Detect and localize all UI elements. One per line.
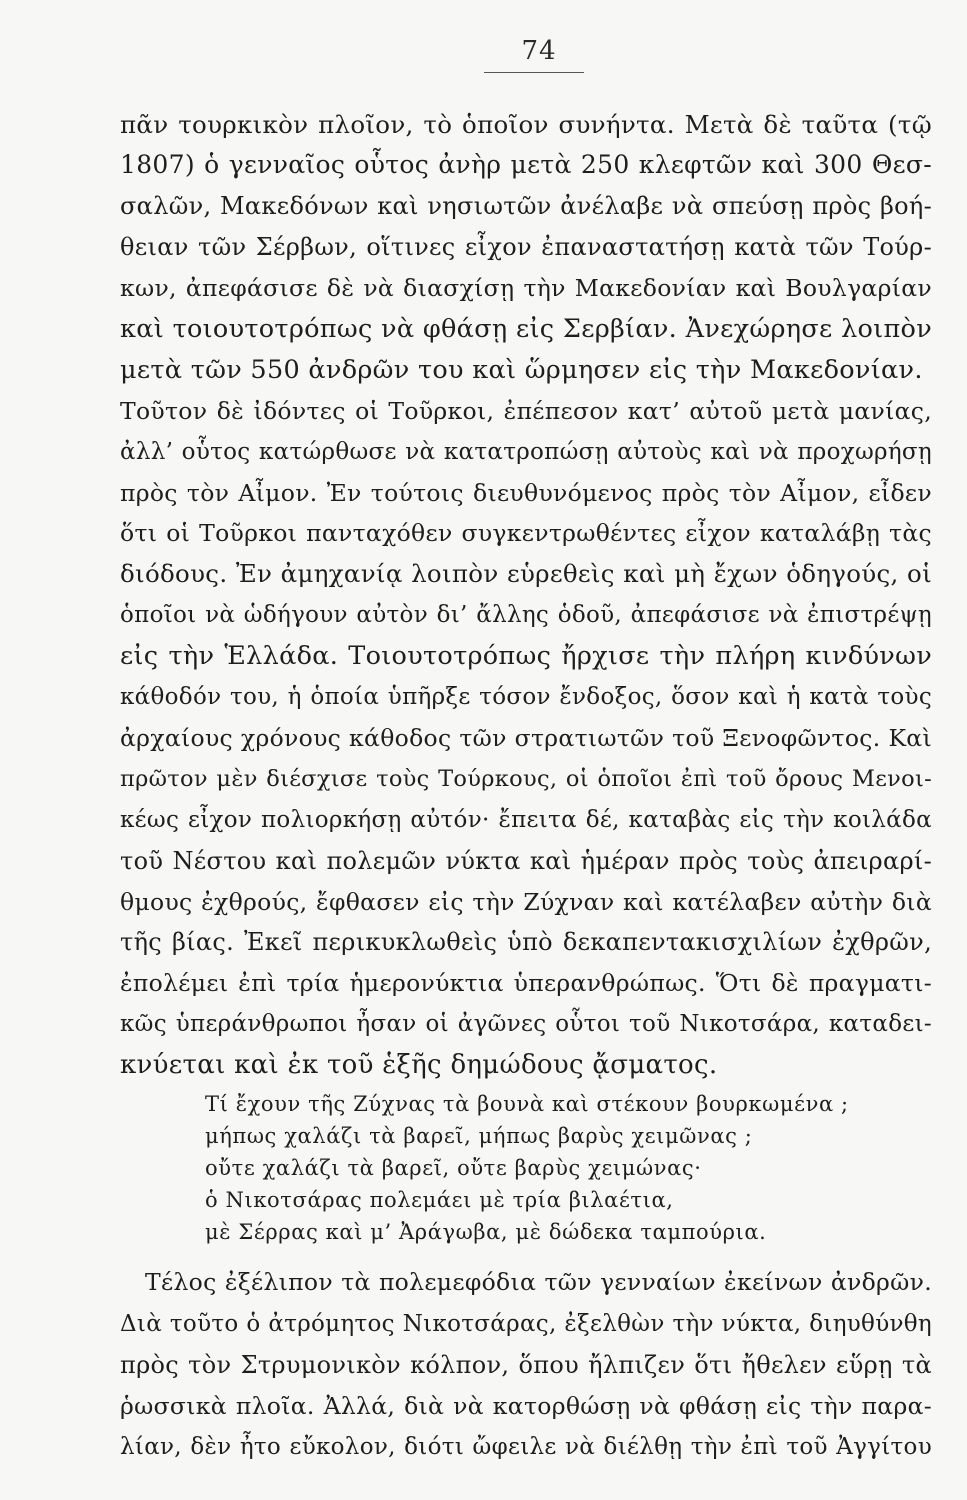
page-number: 74 [521, 36, 557, 66]
text-line: θειαν τῶν Σέρβων, οἵτινες εἶχον ἐπαναστατήσῃ κατὰ τῶν Τούρ- [120, 233, 932, 261]
text-line: πρὸς τὸν Στρυμονικὸν κόλπον, ὅπου ἤλπιζεν ὅτι ἤθελεν εὕρῃ τὰ [120, 1351, 932, 1379]
text-line: λίαν, δὲν ἦτο εὔκολον, διότι ὤφειλε νὰ διέλθῃ τὴν ἐπὶ τοῦ Ἀγγίτου [120, 1434, 932, 1460]
text-line: πρῶτον μὲν διέσχισε τοὺς Τούρκους, οἱ ὁποῖοι ἐπὶ τοῦ ὄρους Μενοι- [120, 766, 932, 792]
header-rule [484, 72, 584, 73]
verse-line: Τί ἔχουν τῆς Ζύχνας τὰ βουνὰ καὶ στέκουν βουρκωμένα ; [205, 1092, 849, 1116]
verse-line: ὁ Νικοτσάρας πολεμάει μὲ τρία βιλαέτια, [205, 1188, 674, 1212]
text-line: πρὸς τὸν Αἶμον. Ἐν τούτοις διευθυνόμενος πρὸς τὸν Αἶμον, εἶδεν [120, 479, 932, 507]
text-line: Τέλος ἐξέλιπον τὰ πολεμεφόδια τῶν γενναίων ἐκείνων ἀνδρῶν. [145, 1268, 932, 1296]
text-line: ἀλλ’ οὗτος κατώρθωσε νὰ κατατροπώσῃ αὐτοὺς καὶ νὰ προχωρήσῃ [120, 439, 932, 465]
text-line: Διὰ τοῦτο ὁ ἀτρόμητος Νικοτσάρας, ἐξελθὼν τὴν νύκτα, διηυθύνθη [120, 1311, 932, 1337]
text-line: κνύεται καὶ ἐκ τοῦ ἑξῆς δημώδους ᾄσματος. [120, 1050, 718, 1080]
text-line: διόδους. Ἐν ἀμηχανίᾳ λοιπὸν εὑρεθεὶς καὶ μὴ ἔχων ὁδηγούς, οἱ [120, 559, 932, 588]
verse-line: μὲ Σέρρας καὶ μ’ Ἀράγωβα, μὲ δώδεκα ταμπούρια. [205, 1220, 767, 1244]
text-line: ὁποῖοι νὰ ὡδήγουν αὐτὸν δι’ ἄλλης ὁδοῦ, ἀπεφάσισε νὰ ἐπιστρέψῃ [120, 602, 932, 628]
text-line: τῆς βίας. Ἐκεῖ περικυκλωθεὶς ὑπὸ δεκαπεντακισχιλίων ἐχθρῶν, [120, 928, 932, 956]
text-line: ῥωσσικὰ πλοῖα. Ἀλλά, διὰ νὰ κατορθώσῃ νὰ φθάσῃ εἰς τὴν παρα- [120, 1392, 932, 1420]
text-line: τοῦ Νέστου καὶ πολεμῶν νύκτα καὶ ἡμέραν πρὸς τοὺς ἀπειραρί- [120, 847, 932, 875]
text-line: πᾶν τουρκικὸν πλοῖον, τὸ ὁποῖον συνήντα. Μετὰ δὲ ταῦτα (τῷ [120, 110, 932, 139]
text-line: σαλῶν, Μακεδόνων καὶ νησιωτῶν ἀνέλαβε νὰ σπεύσῃ πρὸς βοή- [120, 192, 932, 220]
text-line: Τοῦτον δὲ ἰδόντες οἱ Τοῦρκοι, ἐπέπεσον κατ’ αὐτοῦ μετὰ μανίας, [120, 397, 932, 425]
text-line: κων, ἀπεφάσισε δὲ νὰ διασχίσῃ τὴν Μακεδονίαν καὶ Βουλγαρίαν [120, 274, 932, 302]
text-line: 1807) ὁ γενναῖος οὗτος ἀνὴρ μετὰ 250 κλεφτῶν καὶ 300 Θεσ- [120, 150, 932, 179]
text-line: μετὰ τῶν 550 ἀνδρῶν του καὶ ὥρμησεν εἰς τὴν Μακεδονίαν. [120, 355, 923, 385]
text-line: κῶς ὑπεράνθρωποι ἦσαν οἱ ἀγῶνες οὗτοι τοῦ Νικοτσάρα, καταδει- [120, 1011, 932, 1037]
verse-line: μήπως χαλάζι τὰ βαρεῖ, μήπως βαρὺς χειμῶνας ; [205, 1124, 753, 1148]
text-line: κέως εἶχον πολιορκήσῃ αὐτόν· ἔπειτα δέ, καταβὰς εἰς τὴν κοιλάδα [120, 807, 932, 833]
text-line: καὶ τοιουτοτρόπως νὰ φθάσῃ εἰς Σερβίαν. Ἀνεχώρησε λοιπὸν [120, 314, 932, 344]
text-line: ἐπολέμει ἐπὶ τρία ἡμερονύκτια ὑπερανθρώπως. Ὅτι δὲ πραγματι- [120, 969, 932, 997]
text-line: εἰς τὴν Ἑλλάδα. Τοιουτοτρόπως ἤρχισε τὴν πλήρη κινδύνων [120, 641, 932, 671]
text-line: θμους ἐχθρούς, ἔφθασεν εἰς τὴν Ζύχναν καὶ κατέλαβεν αὐτὴν διὰ [120, 888, 932, 916]
text-line: ὅτι οἱ Τοῦρκοι πανταχόθεν συγκεντρωθέντες εἶχον καταλάβῃ τὰς [120, 519, 932, 547]
text-line: ἀρχαίους χρόνους κάθοδος τῶν στρατιωτῶν τοῦ Ξενοφῶντος. Καὶ [120, 724, 932, 752]
text-line: κάθοδόν του, ἡ ὁποία ὑπῆρξε τόσον ἔνδοξος, ὅσον καὶ ἡ κατὰ τοὺς [120, 684, 932, 710]
verse-line: οὔτε χαλάζι τὰ βαρεῖ, οὔτε βαρὺς χειμώνας· [205, 1156, 702, 1180]
